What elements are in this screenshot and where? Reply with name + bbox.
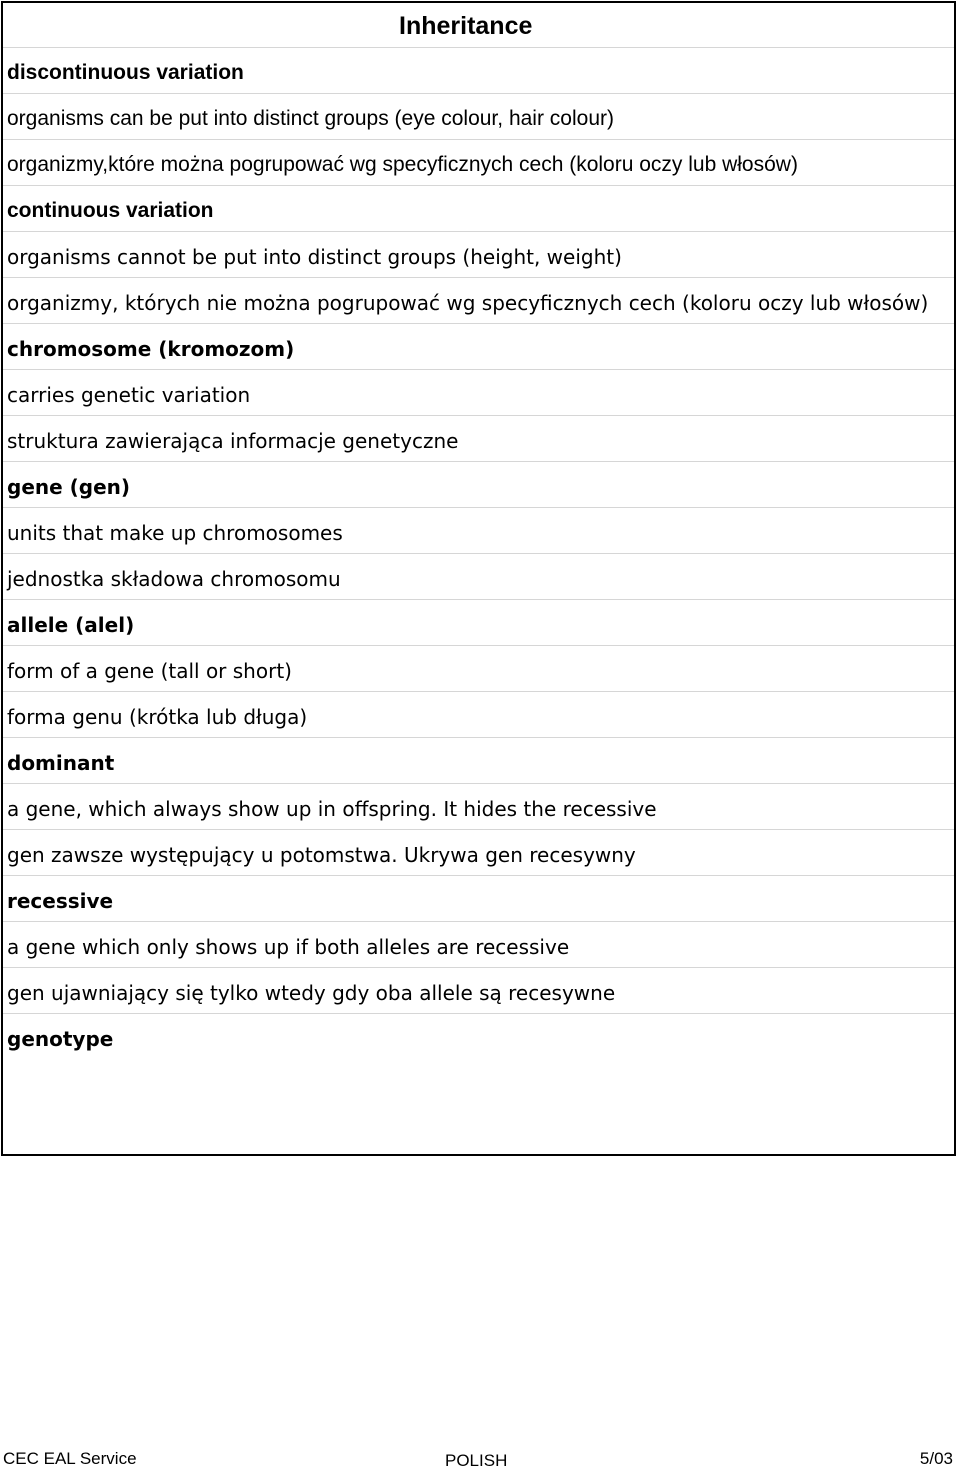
definition-row: a gene which only shows up if both alleles are recessive [3, 922, 954, 968]
definition-row: organisms cannot be put into distinct groups (height, weight) [3, 232, 954, 278]
term-row: gene (gen) [3, 462, 954, 508]
translation-row: forma genu (krótka lub długa) [3, 692, 954, 738]
translation-row: organizmy, których nie można pogrupować wg specyficznych cech (koloru oczy lub włosów) [3, 278, 954, 324]
footer-organization: CEC EAL Service [3, 1449, 137, 1468]
term-row: continuous variation [3, 186, 954, 232]
term-row: recessive [3, 876, 954, 922]
term-row: chromosome (kromozom) [3, 324, 954, 370]
term-row: discontinuous variation [3, 48, 954, 94]
vocabulary-list [3, 48, 954, 1060]
term-row: dominant [3, 738, 954, 784]
title-row [3, 3, 954, 48]
footer-page-number: 5/03 [919, 1449, 953, 1468]
definition-row: organisms can be put into distinct groups (eye colour, hair colour) [3, 94, 954, 140]
page-footer [0, 1446, 960, 1468]
translation-row: organizmy,które można pogrupować wg specyficznych cech (koloru oczy lub włosów) [3, 140, 954, 186]
vocabulary-sheet [1, 1, 956, 1156]
translation-row: jednostka składowa chromosomu [3, 554, 954, 600]
definition-row: a gene, which always show up in offspring. It hides the recessive [3, 784, 954, 830]
term-row: genotype [7, 1027, 114, 1051]
term-row: allele (alel) [3, 600, 954, 646]
page-title: Inheritance [399, 12, 533, 40]
definition-row: form of a gene (tall or short) [3, 646, 954, 692]
translation-row: gen zawsze występujący u potomstwa. Ukrywa gen recesywny [3, 830, 954, 876]
footer-language: POLISH [445, 1451, 508, 1470]
translation-row: struktura zawierająca informacje genetyczne [3, 416, 954, 462]
translation-row: gen ujawniający się tylko wtedy gdy oba allele są recesywne [3, 968, 954, 1014]
definition-row: units that make up chromosomes [3, 508, 954, 554]
definition-row: carries genetic variation [3, 370, 954, 416]
